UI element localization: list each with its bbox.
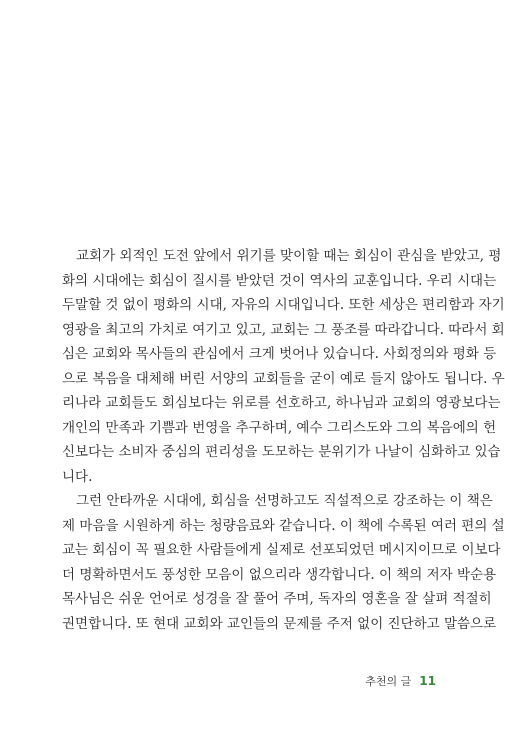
paragraph-1-line-3: 두말할 것 없이 평화의 시대, 자유의 시대입니다. 또한 세상은 편리함과 자기 — [62, 297, 505, 313]
paragraph-1-line-8: 개인의 만족과 기쁨과 번영을 추구하며, 예수 그리스도와 그의 복음에의 헌 — [62, 419, 497, 436]
page-number: 11 — [419, 674, 436, 688]
paragraph-1-line-6: 으로 복음을 대체해 버린 서양의 교회들을 굳이 예로 들지 않아도 됩니다. 우 — [62, 370, 505, 387]
page-footer — [365, 673, 436, 689]
paragraph-2-line-1: 그런 안타까운 시대에, 회심을 선명하고도 직설적으로 강조하는 이 책은 — [76, 493, 493, 509]
paragraph-1-line-10: 니다. — [62, 468, 93, 485]
paragraph-1-line-1: 교회가 외적인 도전 앞에서 위기를 맞이할 때는 회심이 관심을 받았고, 평 — [76, 248, 502, 264]
paragraph-1-line-4: 영광을 최고의 가치로 여기고 있고, 교회는 그 풍조를 따라갑니다. 따라서 회 — [62, 321, 505, 338]
paragraph-1-line-2: 화의 시대에는 회심이 질시를 받았던 것이 역사의 교훈입니다. 우리 시대는 — [62, 272, 497, 289]
paragraph-2-line-5: 목사님은 쉬운 언어로 성경을 잘 풀어 주며, 독자의 영혼을 잘 살펴 적절히 — [62, 591, 492, 607]
paragraph-1-line-7: 리나라 교회들도 회심보다는 위로를 선호하고, 하나님과 교회의 영광보다는 — [62, 395, 501, 411]
paragraph-1-line-5: 심은 교회와 목사들의 관심에서 크게 벗어나 있습니다. 사회정의와 평화 등 — [62, 346, 497, 362]
paragraph-2-line-3: 교는 회심이 꼭 필요한 사람들에게 실제로 선포되었던 메시지이므로 이보다 — [62, 542, 501, 558]
paragraph-1-line-9: 신보다는 소비자 중심의 편리성을 도모하는 분위기가 나날이 심화하고 있습 — [62, 444, 501, 460]
body-text — [62, 244, 505, 636]
paragraph-2-line-2: 제 마음을 시원하게 하는 청량음료와 같습니다. 이 책에 수록된 여러 편의 설 — [62, 517, 505, 534]
section-title: 추천의 글 — [365, 675, 412, 688]
paragraph-2-line-4: 더 명확하면서도 풍성한 모음이 없으리라 생각합니다. 이 책의 저자 박순용 — [62, 566, 497, 583]
paragraph-2-line-6: 권면합니다. 또 현대 교회와 교인들의 문제를 주저 없이 진단하고 말씀으로 — [62, 615, 497, 632]
